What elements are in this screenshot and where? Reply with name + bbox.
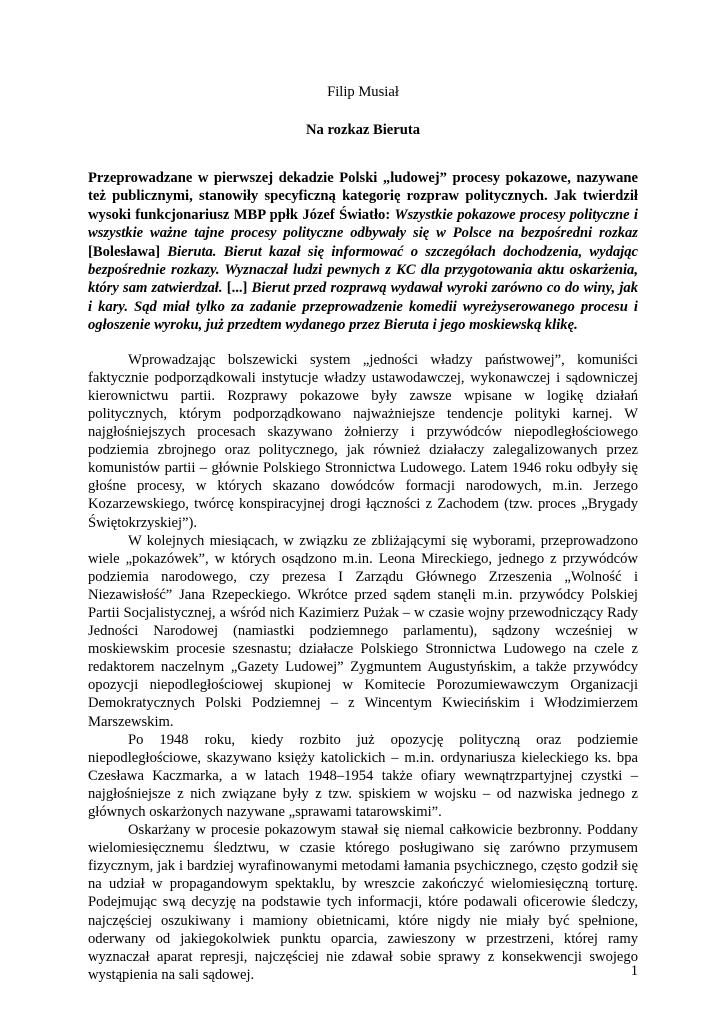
lead-quote-part-3: Bierut przed rozprawą wydawał wyroki zarówno co do winy, jak i kary. Sąd miał tylko za zadanie przeprowadzenie komedii wyreżyserowanego procesu i ogłoszenie wyroku, już przedtem wydanego przez Bieruta i jego moskiewską klikę. <box>88 280 639 334</box>
body-paragraph: Po 1948 roku, kiedy rozbito już opozycję polityczną oraz podziemie niepodległościowe, skazywano księży katolickich – m.in. ordynariusza kieleckiego ks. bpa Czesława Kaczmarka, a w latach 1948–1954 także ofiary wewnątrzpartyjnej czystki – najgłośniejsze z nich związane były z tzw. spiskiem w wojsku – od nazwiska jednego z głównych oskarżonych nazywane „sprawami tatarowskimi”. <box>88 731 638 820</box>
author-name: Filip Musiał <box>327 84 399 100</box>
body-text <box>88 351 638 984</box>
body-paragraph: Oskarżany w procesie pokazowym stawał się niemal całkowicie bezbronny. Poddany wielomiesięcznemu śledztwu, w czasie którego posługiwano się zarówno przymusem fizycznym, jak i bardziej wyrafinowanymi metodami łamania psychicznego, często godził się na udział w propagandowym spektaklu, by wreszcie zakończyć wielomiesięczną torturę. Podejmując swą decyzję na podstawie tych informacji, które podawali oficerowie śledczy, najczęściej oszukiwany i mamiony obietnicami, które nigdy nie miały być spełnione, oderwany od jakiegokolwiek punktu oparcia, zawieszony w przestrzeni, której ramy wyznaczał aparat represji, najczęściej nie zdawał sobie sprawy z konsekwencji swojego wystąpienia na sali sądowej. <box>88 822 638 983</box>
article-title: Na rozkaz Bieruta <box>305 122 421 138</box>
body-paragraph: Wprowadzając bolszewicki system „jedności władzy państwowej”, komuniści faktycznie podporządkowali instytucje władzy ustawodawczej, wykonawczej i sądowniczej kierownictwu partii. Rozprawy pokazowe były zawsze wpisane w logikę działań politycznych, którym podporządkowano najważniejsze tendencje polityki karnej. W najgłośniejszych procesach skazywano żołnierzy i przywódców niepodległościowego podziemia zbrojnego oraz politycznego, jak również działaczy zalegalizowanych przez komunistów partii – głównie Polskiego Stronnictwa Ludowego. Latem 1946 roku odbyły się głośne procesy, w których skazano dowódców formacji narodowych, m.in. Jerzego Kozarzewskiego, twórcę konspiracyjnej drogi łączności z Zachodem (tzw. proces „Brygady Świętokrzyskiej”). <box>88 351 638 531</box>
lead-quote-part-1: Wszystkie pokazowe procesy polityczne i wszystkie ważne tajne procesy polityczne odbywały się w Polsce na bezpośredni rozkaz <box>88 206 638 242</box>
lead-bracket-1: [Bolesława] <box>88 243 161 260</box>
body-paragraph: W kolejnych miesiącach, w związku ze zbliżającymi się wyborami, przeprowadzono wiele „pokazówek”, w których osądzono m.in. Leona Mireckiego, jednego z przywódców podziemia narodowego, czy prezesa I Zarządu Głównego Zrzeszenia „Wolność i Niezawisłość” Jana Rzepeckiego. Wkrótce przed sądem stanęli m.in. przywódcy Polskiej Partii Socjalistycznej, a wśród nich Kazimierz Pużak – w czasie wojny przewodniczący Rady Jedności Narodowej (namiastki podziemnego parlamentu), sądzony wcześniej w moskiewskim procesie szesnastu; działacze Polskiego Stronnictwa Ludowego na czele z redaktorem naczelnym „Gazety Ludowej” Zygmuntem Augustyńskim, a także przywódcy opozycji niepodległościowej skupionej w Komitecie Porozumiewawczym Organizacji Demokratycznych Polski Podziemnej – z Wincentym Kwiecińskim i Włodzimierzem Marszewskim. <box>88 532 638 730</box>
document-page <box>88 83 638 984</box>
lead-quote-part-2: Bieruta. Bierut kazał się informować o szczegółach dochodzenia, wydając bezpośrednie rozkazy. Wyznaczał ludzi pewnych z KC dla przygotowania aktu oskarżenia, który sam zatwierdzał. <box>88 243 638 297</box>
lead-bracket-2: [...] <box>226 280 248 297</box>
lead-intro: Przeprowadzane w pierwszej dekadzie Polski „ludowej” procesy pokazowe, nazywane też publicznymi, stanowiły specyficzną kategorię rozpraw politycznych. Jak twierdził wysoki funkcjonariusz MBP ppłk Józef Światło: <box>88 170 638 223</box>
lead-paragraph <box>88 169 638 335</box>
page-number: 1 <box>630 963 638 979</box>
